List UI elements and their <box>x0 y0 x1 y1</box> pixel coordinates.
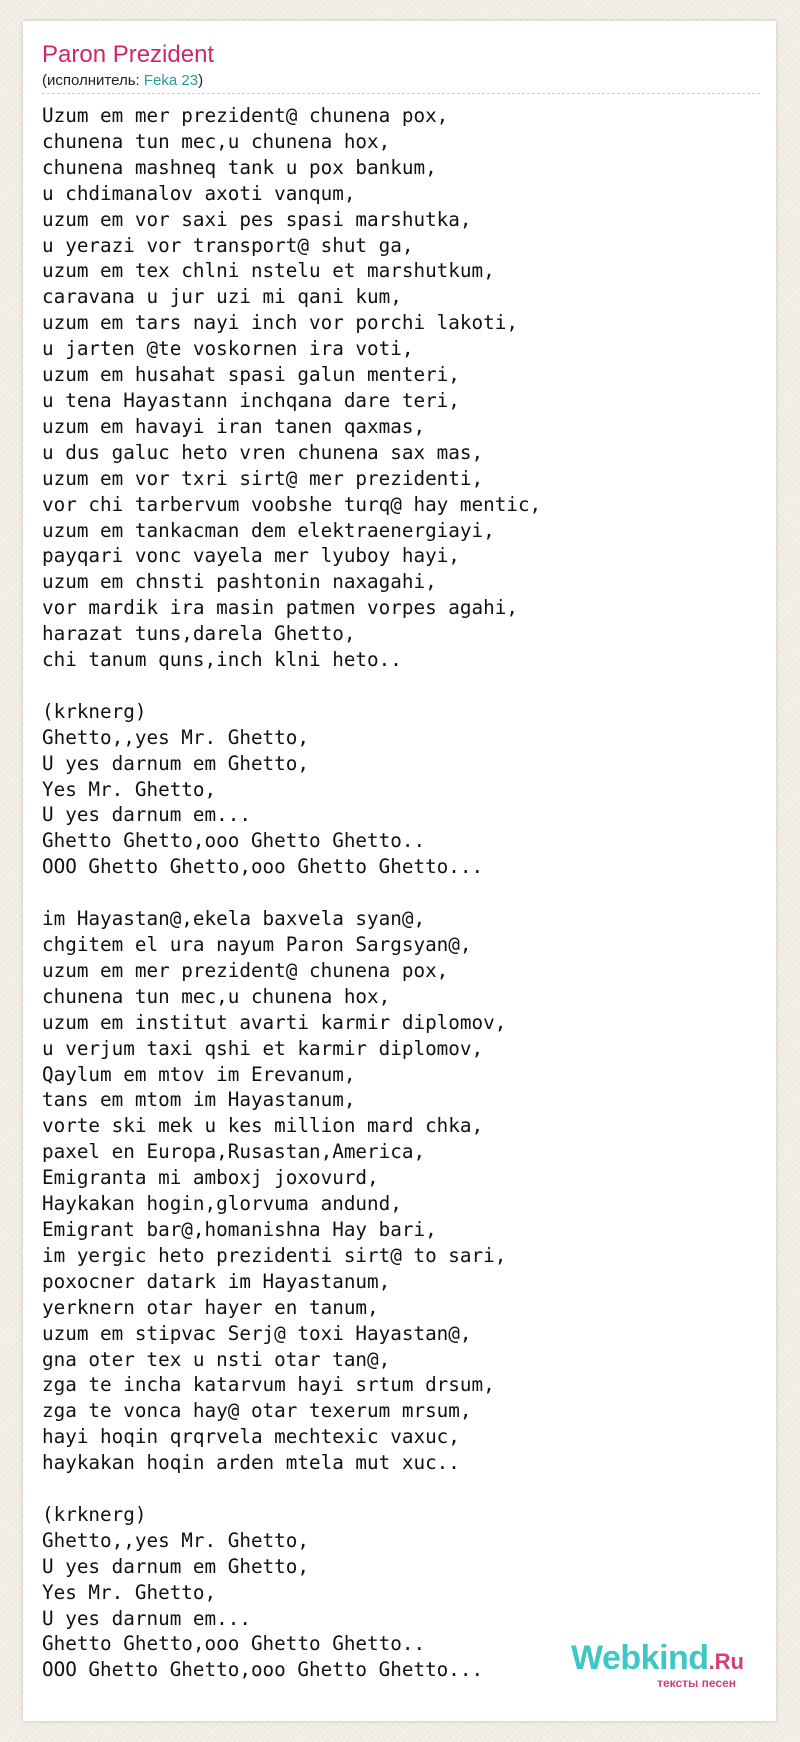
watermark-domain: .Ru <box>708 1649 744 1674</box>
artist-link[interactable]: Feka 23 <box>143 72 199 89</box>
artist-suffix: ) <box>198 72 204 89</box>
artist-line <box>42 72 203 90</box>
artist-prefix: (исполнитель: <box>42 72 144 89</box>
song-title: Paron Prezident <box>42 41 215 68</box>
watermark-brand: Webkind <box>571 1639 709 1677</box>
watermark-logo <box>571 1639 744 1690</box>
watermark-tagline: тексты песен <box>657 1676 736 1690</box>
lyrics-card <box>23 21 776 1721</box>
lyrics-text: Uzum em mer prezident@ chunena pox, chunena tun mec,u chunena hox, chunena mashneq tank u pox bankum, u chdimanalov axoti vanqum, uzum em vor saxi pes spasi marshutka, u yerazi vor transport@ shut ga, uzum em tex chlni nstelu et marshutkum, caravana u jur uzi mi qani kum, uzum em tars nayi inch vor porchi lakoti, u jarten @te voskornen ira voti, uzum em husahat spasi galun menteri, u tena Hayastann inchqana dare teri, uzum em havayi iran tanen qaxmas, u dus galuc heto vren chunena sax mas, uzum em vor txri sirt@ mer prezidenti, vor chi tarbervum voobshe turq@ hay mentic, uzum em tankacman dem elektraenergiayi, payqari vonc vayela mer lyuboy hayi, uzum em chnsti pashtonin naxagahi, vor mardik ira masin patmen vorpes agahi, harazat tuns,darela Ghetto, chi tanum quns,inch klni heto.. (krknerg) Ghetto,,yes Mr. Ghetto, U yes darnum em Ghetto, Yes Mr. Ghetto, U yes darnum em... Ghetto Ghetto,ooo Ghetto Ghetto.. OOO Ghetto Ghetto,ooo Ghetto Ghetto... im Hayastan@,ekela baxvela syan@, chgitem el ura nayum Paron Sargsyan@, uzum em mer prezident@ chunena pox, chunena tun mec,u chunena hox, uzum em institut avarti karmir diplomov, u verjum taxi qshi et karmir diplomov, Qaylum em mtov im Erevanum, tans em mtom im Hayastanum, vorte ski mek u kes million mard chka, paxel en Europa,Rusastan,America, Emigranta mi amboxj joxovurd, Haykakan hogin,glorvuma andund, Emigrant bar@,homanishna Hay bari, im yergic heto prezidenti sirt@ to sari, poxocner datark im Hayastanum, yerknern otar hayer en tanum, uzum em stipvac Serj@ toxi Hayastan@, gna oter tex u nsti otar tan@, zga te incha katarvum hayi srtum drsum, zga te vonca hay@ otar texerum mrsum, hayi hoqin qrqrvela mechtexic vaxuc, haykakan hoqin arden mtela mut xuc.. (krknerg) Ghetto,,yes Mr. Ghetto, U yes darnum em Ghetto, Yes Mr. Ghetto, U yes darnum em... Ghetto Ghetto,ooo Ghetto Ghetto.. OOO Ghetto Ghetto,ooo Ghetto Ghetto... <box>42 104 542 1682</box>
divider <box>42 93 760 94</box>
